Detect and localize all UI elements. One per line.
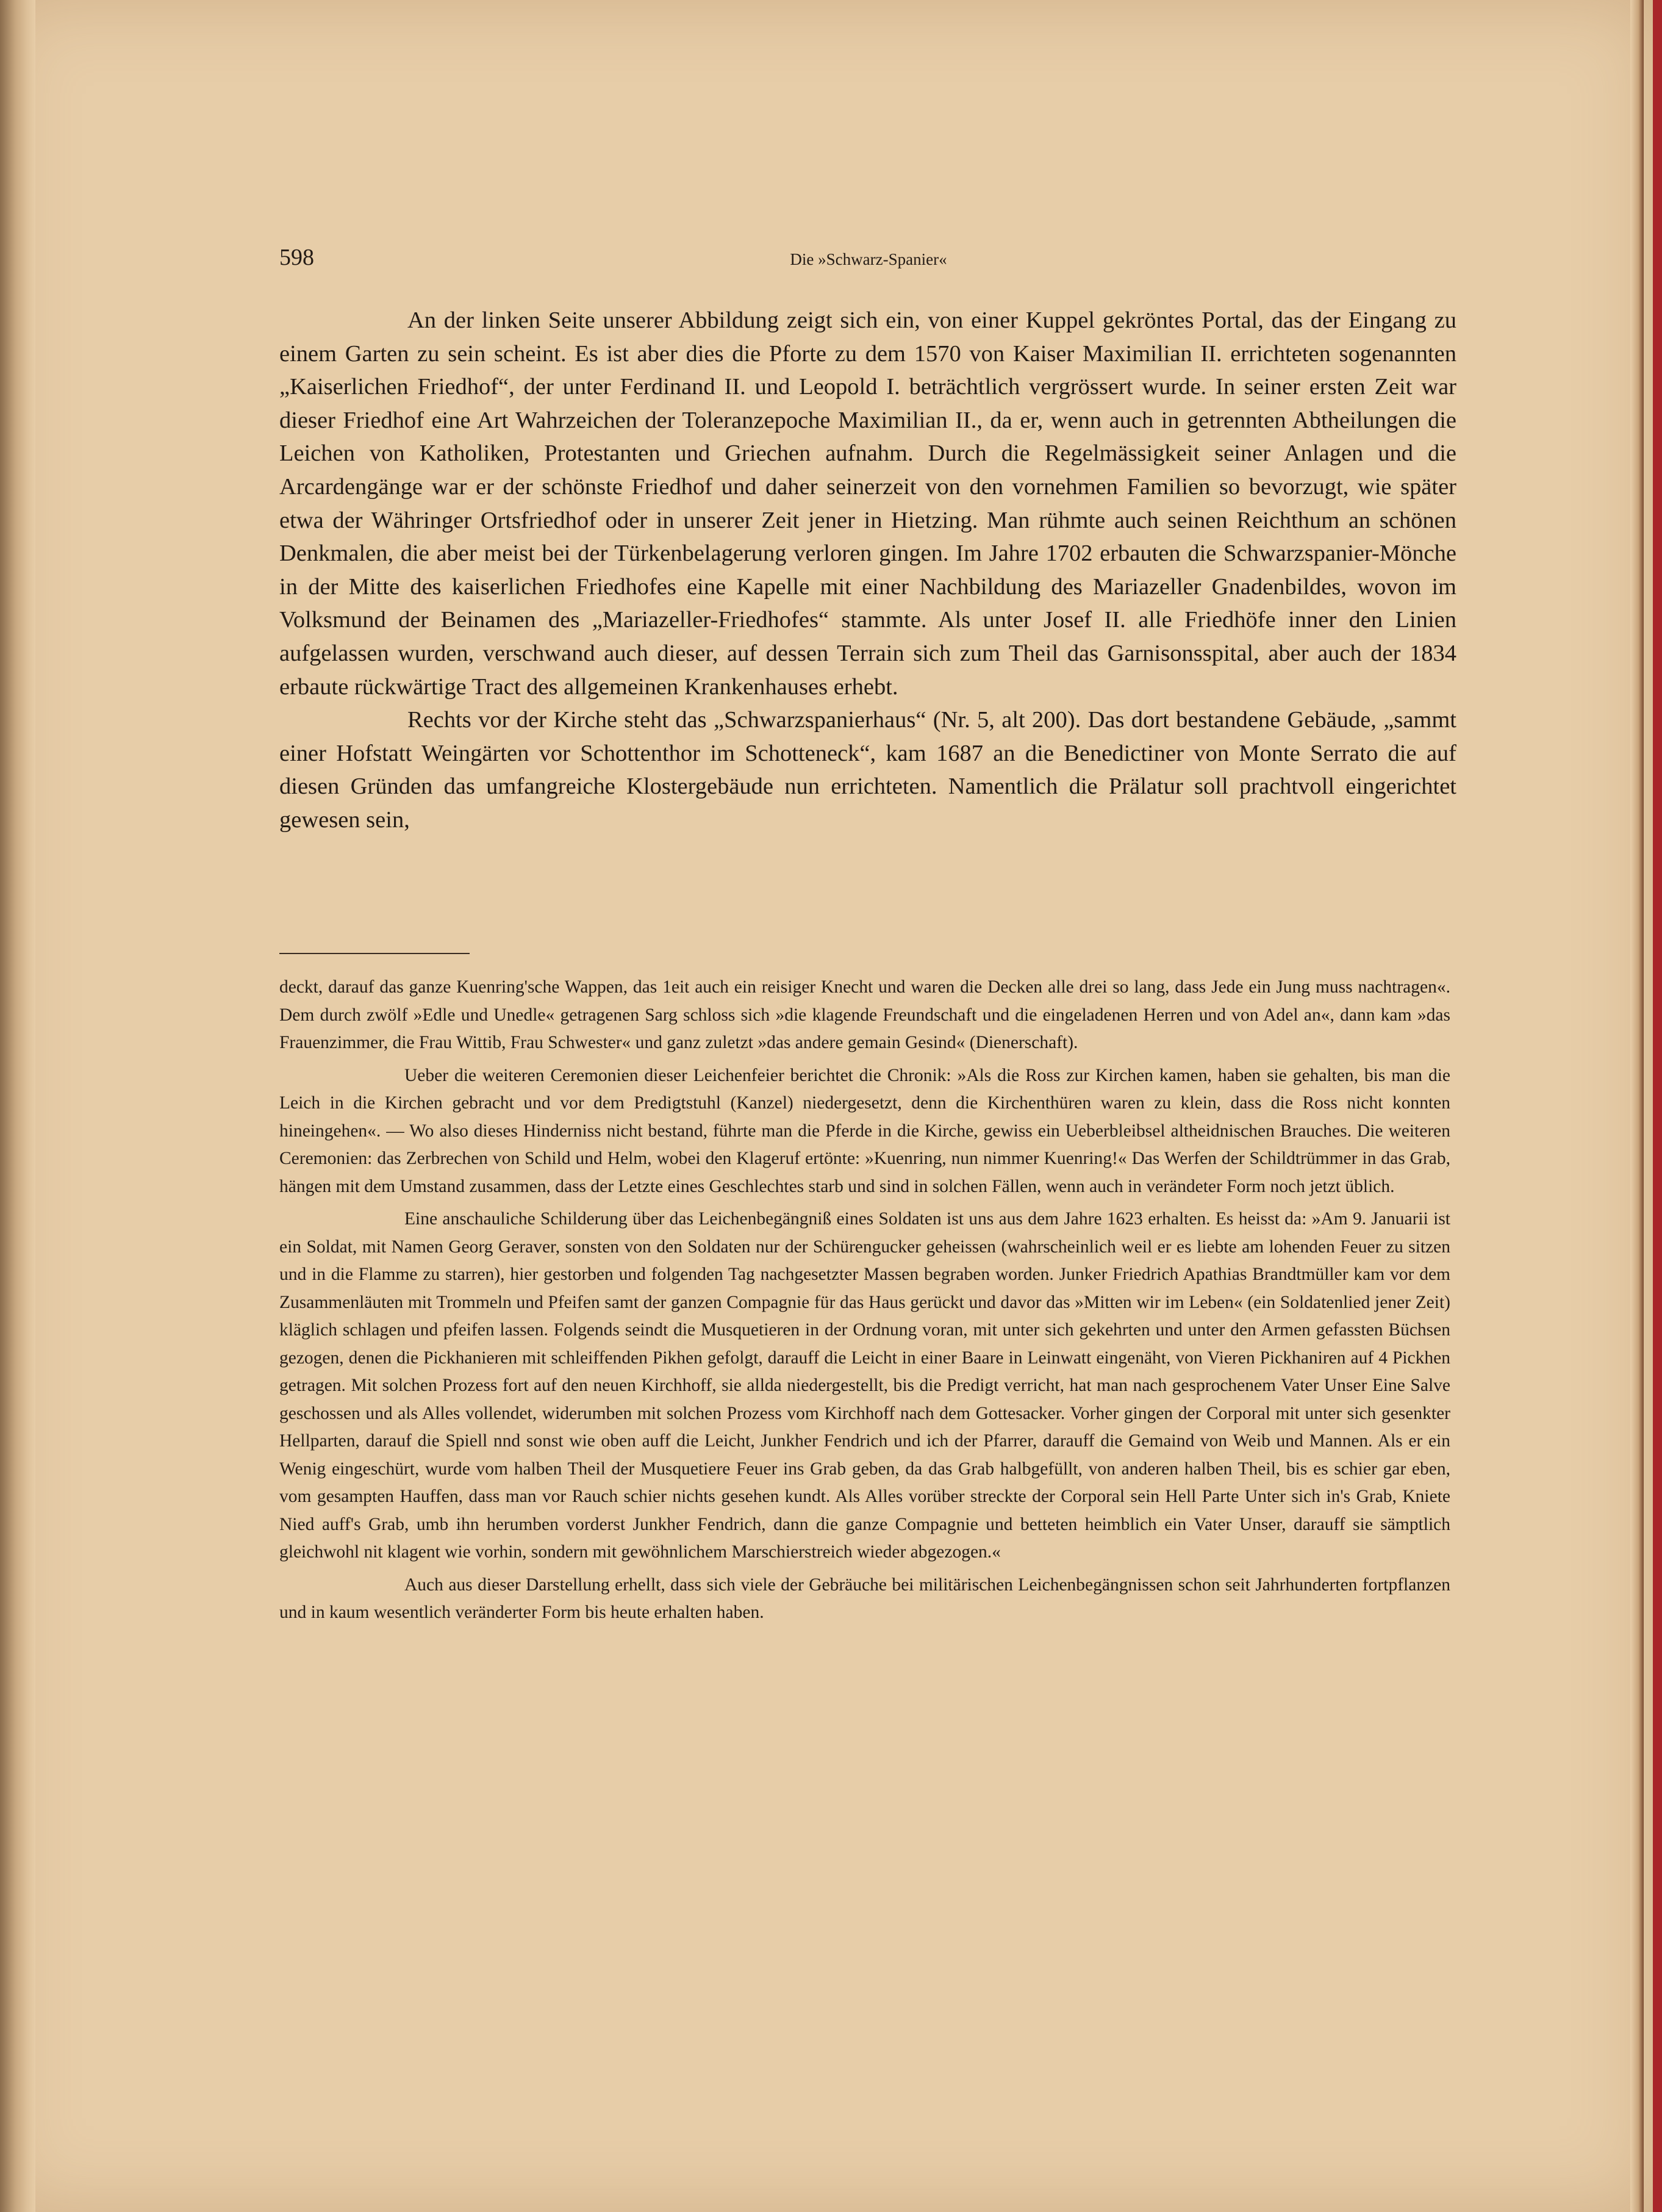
main-text [279, 304, 1456, 837]
footnotes [279, 974, 1450, 1627]
book-spine-shadow [0, 0, 35, 2212]
page-header [279, 244, 1458, 281]
main-paragraph: Rechts vor der Kirche steht das „Schwarzspanierhaus“ (Nr. 5, alt 200). Das dort bestandene Gebäude, „sammt einer Hofstatt Weingärten vor Schottenthor im Schotteneck“, kam 1687 an die Benedictiner von Monte Serrato die auf diesen Gründen das umfangreiche Klostergebäude nun errichteten. Namentlich die Prälatur soll prachtvoll eingerichtet gewesen sein, [279, 707, 1456, 833]
main-paragraph: An der linken Seite unserer Abbildung zeigt sich ein, von einer Kuppel gekröntes Portal, das der Eingang zu einem Garten zu sein scheint. Es ist aber dies die Pforte zu dem 1570 von Kaiser Maximilian II. errichteten sogenannten „Kaiserlichen Friedhof“, der unter Ferdinand II. und Leopold I. beträchtlich vergrössert wurde. In seiner ersten Zeit war dieser Friedhof eine Art Wahrzeichen der Toleranzepoche Maximilian II., da er, wenn auch in getrennten Abtheilungen die Leichen von Katholiken, Protestanten und Griechen aufnahm. Durch die Regelmässigkeit seiner Anlagen und die Arcardengänge war er der schönste Friedhof und daher seinerzeit von den vornehmen Familien so bevorzugt, wie später etwa der Währinger Ortsfriedhof oder in unserer Zeit jener in Hietzing. Man rühmte auch seinen Reichthum an schönen Denkmalen, die aber meist bei der Türkenbelagerung verloren gingen. Im Jahre 1702 erbauten die Schwarzspanier-Mönche in der Mitte des kaiserlichen Friedhofes eine Kapelle mit einer Nachbildung des Mariazeller Gnadenbildes, wovon im Volksmund der Beinamen des „Mariazeller-Friedhofes“ stammte. Als unter Josef II. alle Friedhöfe inner den Linien aufgelassen wurden, verschwand auch dieser, auf dessen Terrain sich zum Theil das Garnisonsspital, aber auch der 1834 erbaute rückwärtige Tract des allgemeinen Krankenhauses erhebt. [279, 307, 1456, 700]
footnote-paragraph: Eine anschauliche Schilderung über das Leichenbegängniß eines Soldaten ist uns aus dem Jahre 1623 erhalten. Es heisst da: »Am 9. Januarii ist ein Soldat, mit Namen Georg Geraver, sonsten von den Soldaten nur der Schürengucker geheissen (wahrscheinlich weil er es liebte am lohenden Feuer zu sitzen und in die Flamme zu starren), hier gestorben und folgenden Tag nachgesetzter Massen begraben worden. Junker Friedrich Apathias Brandtmüller kam vor dem Zusammenläuten mit Trommeln und Pfeifen samt der ganzen Compagnie für das Haus gerückt und davor das »Mitten wir im Leben« (ein Soldatenlied jener Zeit) kläglich schlagen und pfeifen lassen. Folgends seindt die Musquetieren in der Ordnung voran, mit unter sich gekehrten und unter den Armen gefassten Büchsen gezogen, denen die Pickhanieren mit schleiffenden Pikhen gefolgt, darauff die Leicht in einer Baare in Leinwatt eingenäht, von Vieren Pickhaniren auf 4 Pickhen getragen. Mit solchen Prozess fort auf den neuen Kirchhoff, sie allda niedergestellt, bis die Predigt verricht, hat man nach gesprochenem Vater Unser Eine Salve geschossen und als Alles vollendet, widerumben mit solchen Prozess vom Kirchhoff nach dem Gottesacker. Vorher gingen der Corporal mit unter sich gesenkter Hellparten, darauf die Spiell nnd sonst wie oben auff die Leicht, Junkher Fendrich und ich der Pfarrer, darauff die Gemaind von Weib und Mannen. Als er ein Wenig eingeschürt, wurde vom halben Theil der Musquetiere Feuer ins Grab geben, da das Grab halbgefüllt, von anderen halben Theil, bis es schier gar eben, vom gesampten Hauffen, dass man vor Rauch schier nichts gesehen kundt. Als Alles vorüber streckte der Corporal sein Hell Parte Unter sich in's Grab, Kniete Nied auff's Grab, umb ihn herumben vorderst Junkher Fendrich, dann die ganze Compagnie und betteten heimblich ein Vater Unser, darauff sie sämptlich gleichwohl nit klagent wie vorhin, sondern mit gewöhnlichem Marschierstreich wieder abgezogen.« [279, 1209, 1450, 1562]
footnote-separator-rule [279, 953, 470, 954]
footnote-paragraph: Auch aus dieser Darstellung erhellt, dass sich viele der Gebräuche bei militärischen Leichenbegängnissen schon seit Jahrhunderten fortpflanzen und in kaum wesentlich veränderter Form bis heute erhalten haben. [279, 1575, 1450, 1622]
page-number: 598 [279, 245, 314, 270]
footnote-paragraph: Ueber die weiteren Ceremonien dieser Leichenfeier berichtet die Chronik: »Als die Ross zur Kirchen kamen, haben sie gehalten, bis man die Leich in die Kirchen gebracht und vor dem Predigtstuhl (Kanzel) niedergesetzt, denn die Kirchenthüren waren zu klein, dass die Ross nicht konnten hineingehen«. — Wo also dieses Hinderniss nicht bestand, führte man die Pferde in die Kirche, gewiss ein Ueberbleibsel altheidnischen Brauches. Die weiteren Ceremonien: das Zerbrechen von Schild und Helm, wobei den Klageruf ertönte: »Kuenring, nun nimmer Kuenring!« Das Werfen der Schildtrümmer in das Grab, hängen mit dem Umstand zusammen, dass der Letzte eines Geschlechtes starb und sind in solchen Fällen, wenn auch in verändeter Form noch jetzt üblich. [279, 1065, 1450, 1196]
running-title: Die »Schwarz-Spanier« [790, 250, 947, 268]
footnote-paragraph: deckt, darauf das ganze Kuenring'sche Wappen, das 1eit auch ein reisiger Knecht und waren die Decken alle drei so lang, dass Jede ein Jung muss nachtragen«. Dem durch zwölf »Edle und Unedle« getragenen Sarg schloss sich »die klagende Freundschaft und die eingeladenen Herren und von Adel an«, dann kam »das Frauenzimmer, die Frau Wittib, Frau Schwester« und ganz zuletzt »das andere gemain Gesind« (Dienerschaft). [279, 977, 1450, 1052]
page-edge [1630, 0, 1644, 2212]
